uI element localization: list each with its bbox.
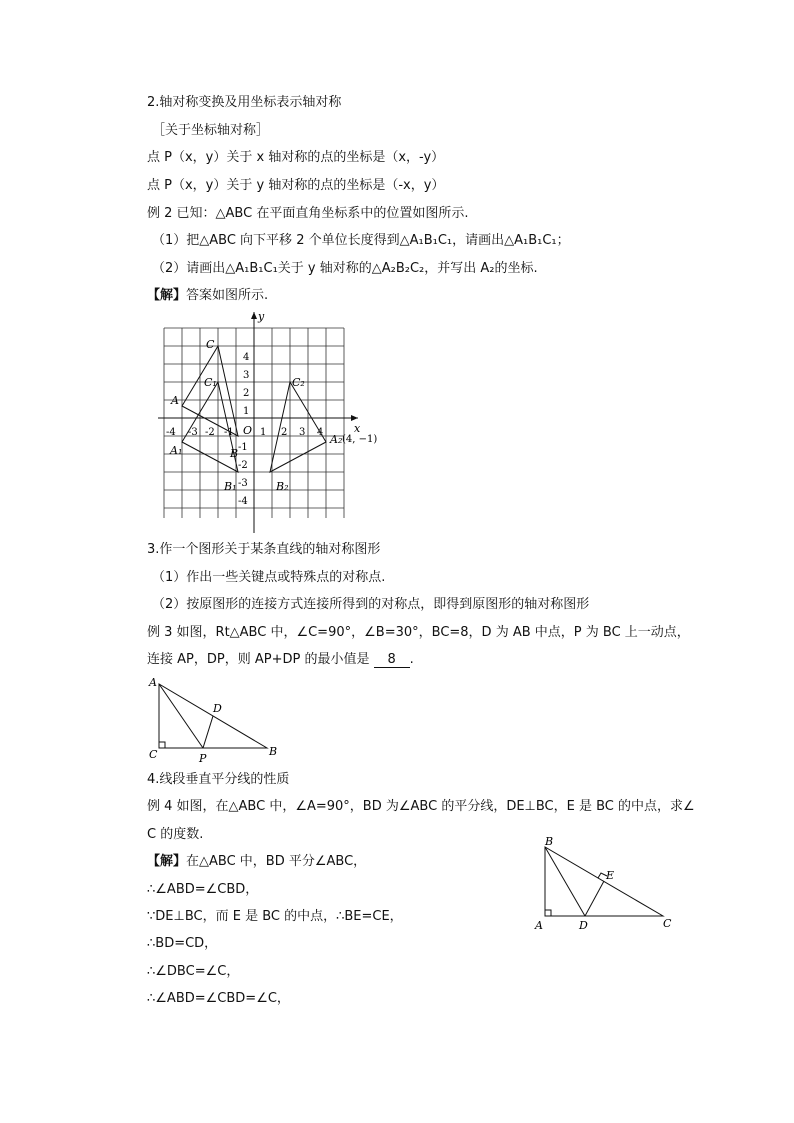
example-3-text: 例 3 如图，Rt△ABC 中，∠C=90°，∠B=30°，BC=8，D 为 AB 中点，P 为 BC 上一动点，	[147, 625, 690, 640]
right-angle-mark	[159, 742, 165, 748]
ex3-label-p: P	[199, 752, 207, 765]
example-4-text-cont: C 的度数.	[147, 827, 204, 842]
point-label-a: A	[171, 394, 179, 407]
point-label-b: B	[230, 447, 239, 460]
triangle-abc	[182, 346, 238, 436]
y-axis-label: y	[258, 310, 265, 323]
y-tick: -2	[238, 460, 248, 471]
example-2-text: 例 2 已知：△ABC 在平面直角坐标系中的位置如图所示.	[147, 206, 469, 221]
example-4-figure	[533, 833, 683, 933]
solution-step: ∴BD=CD，	[147, 936, 218, 951]
x-tick: 2	[281, 427, 288, 438]
rule-y-axis: 点 P（x，y）关于 y 轴对称的点的坐标是（-x，y）	[147, 178, 445, 193]
example-3-figure	[145, 676, 285, 764]
y-tick: 3	[243, 370, 250, 381]
solution-step: ∴∠ABD=∠CBD=∠C，	[147, 991, 290, 1006]
ex4-label-b: B	[545, 835, 554, 848]
point-label-b2: B₂	[276, 480, 289, 493]
example-4-solution-line-1	[147, 853, 366, 871]
solution-label-ex4: 【解】	[147, 854, 187, 869]
section-title-axis-symmetry: 2.轴对称变换及用坐标表示轴对称	[147, 95, 342, 110]
segment-de	[585, 881, 604, 916]
x-tick: -2	[205, 427, 215, 438]
ex3-label-a: A	[149, 676, 157, 689]
section-title-perpendicular-bisector: 4.线段垂直平分线的性质	[147, 772, 290, 787]
example-2-part-2: （2）请画出△A₁B₁C₁关于 y 轴对称的△A₂B₂C₂，并写出 A₂的坐标.	[152, 261, 538, 276]
example-3-question-text: 连接 AP，DP，则 AP+DP 的最小值是	[147, 652, 370, 667]
segment-bd	[545, 847, 585, 916]
x-axis-label: x	[354, 422, 361, 435]
segment-ap	[159, 684, 203, 748]
section-title-reflection: 3.作一个图形关于某条直线的轴对称图形	[147, 542, 381, 557]
x-tick: 1	[260, 427, 267, 438]
example-3-period: .	[409, 652, 414, 667]
x-tick: 3	[299, 427, 306, 438]
ex3-label-d: D	[213, 702, 222, 715]
y-tick: -4	[238, 496, 248, 507]
answer-text: 答案如图所示.	[186, 288, 269, 303]
y-tick: 1	[243, 406, 250, 417]
point-label-a2: A₂	[330, 433, 343, 446]
ex3-label-c: C	[149, 748, 158, 761]
segment-dp	[203, 716, 213, 748]
origin-label: O	[243, 424, 253, 437]
solution-label: 【解】	[147, 288, 187, 303]
solution-text: 在△ABC 中，BD 平分∠ABC，	[186, 854, 367, 869]
reflection-step-2: （2）按原图形的连接方式连接所得到的对称点，即得到原图形的轴对称图形	[152, 597, 590, 612]
y-axis-arrow-icon	[251, 312, 257, 319]
y-tick: -1	[238, 442, 248, 453]
x-tick: 4	[317, 427, 324, 438]
coordinate-graph	[158, 308, 398, 533]
ex4-label-a: A	[535, 919, 543, 932]
example-3-answer-blank: 8	[374, 652, 410, 668]
a2-coordinate-label: (4, −1)	[342, 434, 378, 445]
solution-step: ∴∠ABD=∠CBD，	[147, 882, 259, 897]
ex4-label-e: E	[606, 869, 615, 882]
point-label-c1: C₁	[204, 376, 217, 389]
y-tick: -3	[238, 478, 248, 489]
x-tick: -1	[224, 427, 234, 438]
example-2-part-1: （1）把△ABC 向下平移 2 个单位长度得到△A₁B₁C₁，请画出△A₁B₁C₁；	[152, 233, 570, 248]
solution-step: ∵DE⊥BC，而 E 是 BC 的中点，∴BE=CE，	[147, 909, 403, 924]
point-label-a1: A₁	[170, 444, 183, 457]
subheading-coordinate-axis: ［关于坐标轴对称］	[152, 123, 270, 138]
right-angle-mark-a	[545, 910, 551, 916]
reflection-step-1: （1）作出一些关键点或特殊点的对称点.	[152, 570, 386, 585]
ex4-label-c: C	[663, 917, 672, 930]
y-tick: 2	[243, 388, 250, 399]
rule-x-axis: 点 P（x，y）关于 x 轴对称的点的坐标是（x，-y）	[147, 150, 445, 165]
ex3-label-b: B	[269, 745, 278, 758]
example-4-text: 例 4 如图，在△ABC 中，∠A=90°，BD 为∠ABC 的平分线，DE⊥BC，E 是 BC 的中点，求∠	[147, 799, 695, 814]
ex4-label-d: D	[579, 919, 588, 932]
example-3-question	[147, 651, 414, 669]
y-tick: 4	[243, 352, 250, 363]
point-label-c2: C₂	[292, 376, 305, 389]
point-label-c: C	[206, 338, 215, 351]
x-tick: -3	[188, 427, 198, 438]
x-tick: -4	[166, 427, 176, 438]
x-axis-arrow-icon	[351, 415, 358, 421]
solution-step: ∴∠DBC=∠C，	[147, 964, 240, 979]
example-2-answer	[147, 287, 268, 305]
point-label-b1: B₁	[224, 480, 237, 493]
